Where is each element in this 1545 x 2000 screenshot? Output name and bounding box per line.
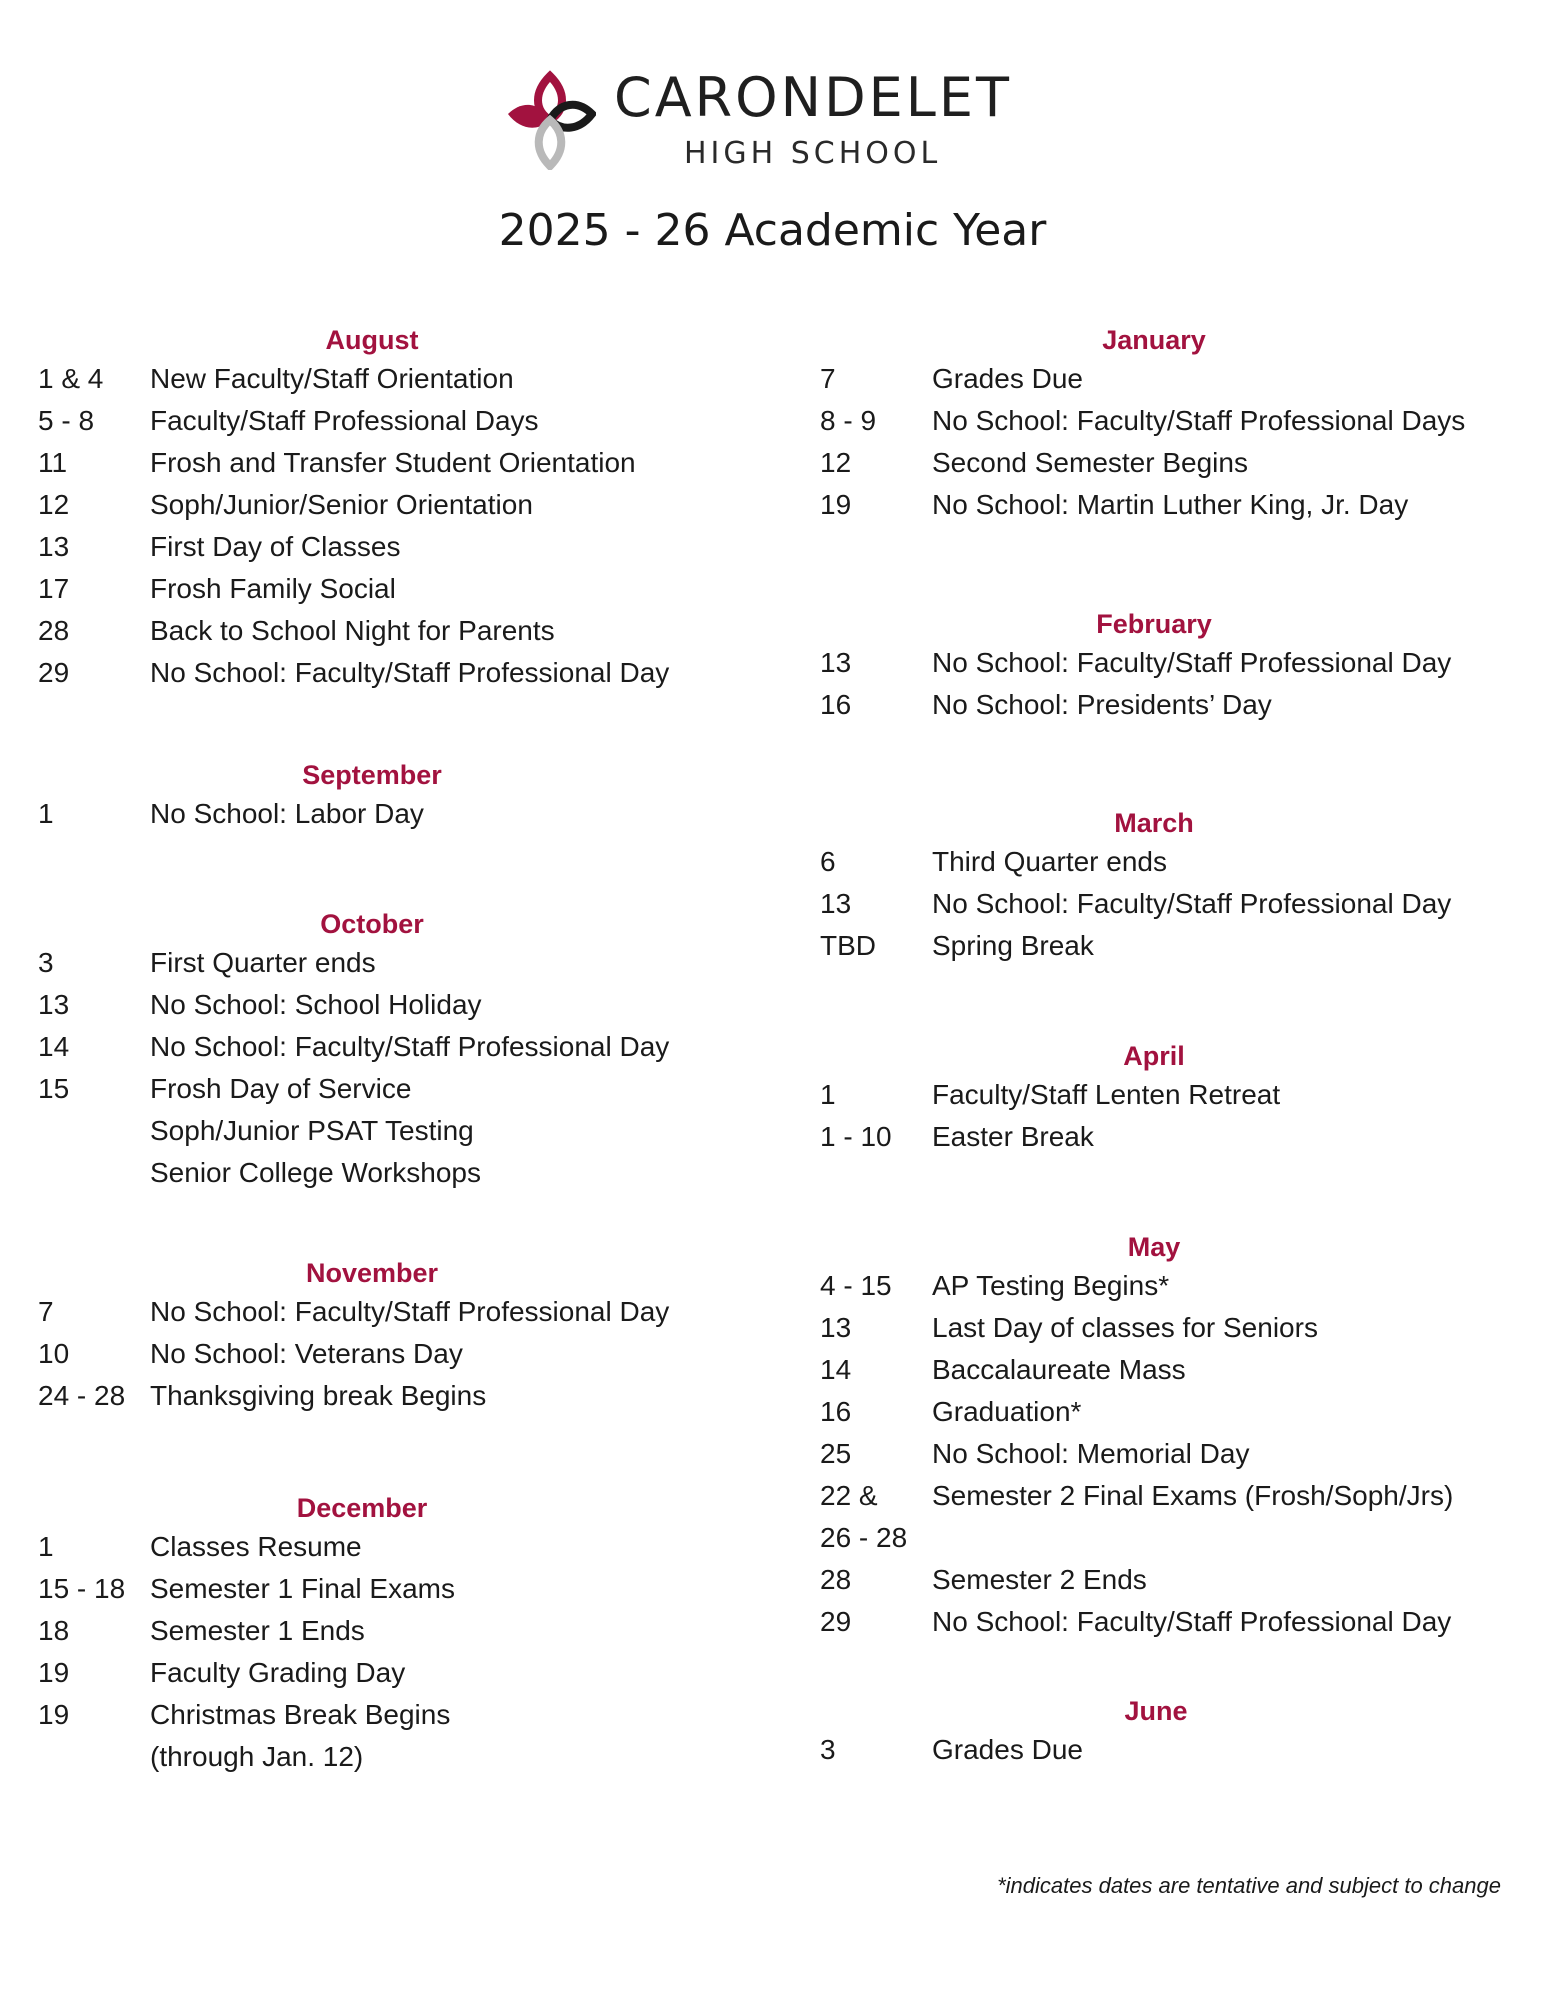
month-heading: August xyxy=(325,325,419,355)
event-date: 19 xyxy=(820,489,852,520)
month-heading: March xyxy=(1114,808,1194,838)
month-heading: December xyxy=(296,1493,428,1523)
event-date: 1 - 10 xyxy=(820,1121,892,1152)
event-text: Easter Break xyxy=(932,1121,1094,1152)
event-text: Second Semester Begins xyxy=(932,447,1248,478)
event-date: 3 xyxy=(38,947,54,978)
month-march xyxy=(820,805,1488,967)
event-row xyxy=(38,1152,706,1194)
event-text: Baccalaureate Mass xyxy=(932,1354,1186,1385)
event-row xyxy=(820,400,1488,442)
event-date: 25 xyxy=(820,1438,852,1469)
event-text: No School: Presidents’ Day xyxy=(932,689,1272,720)
event-text: No School: Martin Luther King, Jr. Day xyxy=(932,489,1409,520)
event-row xyxy=(38,568,706,610)
event-date: 26 - 28 xyxy=(820,1522,908,1553)
event-date: 8 - 9 xyxy=(820,405,877,436)
event-text: Semester 1 Ends xyxy=(150,1615,365,1646)
event-date: 13 xyxy=(38,531,70,562)
event-row xyxy=(820,1729,1492,1771)
event-date: TBD xyxy=(820,930,876,961)
event-row xyxy=(820,1601,1488,1643)
event-date: 5 - 8 xyxy=(38,405,95,436)
event-row xyxy=(820,883,1488,925)
event-date: 6 xyxy=(820,846,836,877)
event-date: 4 - 15 xyxy=(820,1270,892,1301)
month-august xyxy=(38,322,706,694)
event-row xyxy=(820,1074,1488,1116)
event-date: 7 xyxy=(38,1296,54,1327)
event-row xyxy=(38,610,706,652)
event-row xyxy=(820,1559,1488,1601)
event-row xyxy=(38,484,706,526)
event-date: 15 - 18 xyxy=(38,1573,126,1604)
event-text: No School: Faculty/Staff Professional Day xyxy=(932,888,1452,919)
event-date: 16 xyxy=(820,1396,852,1427)
page-title: 2025 - 26 Academic Year xyxy=(498,205,1047,256)
event-row xyxy=(820,925,1488,967)
event-row xyxy=(38,1568,686,1610)
event-row xyxy=(820,642,1488,684)
event-date: 29 xyxy=(38,657,70,688)
event-row xyxy=(38,442,706,484)
event-date: 19 xyxy=(38,1699,70,1730)
event-date: 13 xyxy=(38,989,70,1020)
event-row xyxy=(38,793,706,835)
event-text: Third Quarter ends xyxy=(932,846,1167,877)
event-date: 12 xyxy=(820,447,852,478)
event-row xyxy=(820,841,1488,883)
event-row xyxy=(38,1110,706,1152)
event-row xyxy=(38,1736,686,1778)
event-date: 1 & 4 xyxy=(38,363,104,394)
event-date: 19 xyxy=(38,1657,70,1688)
event-row xyxy=(38,1068,706,1110)
event-text: Faculty Grading Day xyxy=(150,1657,406,1688)
event-row xyxy=(820,1517,1488,1559)
event-row xyxy=(38,1026,706,1068)
event-text: First Quarter ends xyxy=(150,947,376,978)
event-date: 22 & xyxy=(820,1480,878,1511)
event-row xyxy=(38,942,706,984)
event-text: Semester 1 Final Exams xyxy=(150,1573,455,1604)
event-text: Semester 2 Final Exams (Frosh/Soph/Jrs) xyxy=(932,1480,1454,1511)
event-date: 13 xyxy=(820,647,852,678)
event-date xyxy=(38,1152,150,1194)
month-heading: May xyxy=(1127,1232,1181,1262)
month-november xyxy=(38,1255,706,1417)
event-text: No School: Faculty/Staff Professional Day xyxy=(932,1606,1452,1637)
event-date xyxy=(38,1110,150,1152)
event-row xyxy=(38,1610,686,1652)
month-heading: October xyxy=(320,909,424,939)
month-heading: February xyxy=(1096,609,1212,639)
event-row xyxy=(820,358,1488,400)
event-date: 3 xyxy=(820,1734,836,1765)
event-date: 14 xyxy=(38,1031,70,1062)
event-text: Spring Break xyxy=(932,930,1094,961)
event-date: 13 xyxy=(820,1312,852,1343)
event-row xyxy=(820,1391,1488,1433)
event-row xyxy=(820,442,1488,484)
month-heading: April xyxy=(1123,1041,1185,1071)
month-december xyxy=(38,1490,686,1778)
event-text: No School: Faculty/Staff Professional Day xyxy=(150,1031,670,1062)
event-row xyxy=(820,1349,1488,1391)
event-text: Back to School Night for Parents xyxy=(150,615,555,646)
month-may xyxy=(820,1229,1488,1643)
month-june xyxy=(820,1693,1492,1771)
event-text: Thanksgiving break Begins xyxy=(150,1380,487,1411)
event-text: Christmas Break Begins xyxy=(150,1699,451,1730)
event-date: 18 xyxy=(38,1615,70,1646)
event-row xyxy=(38,1526,686,1568)
event-text: Semester 2 Ends xyxy=(932,1564,1147,1595)
event-row xyxy=(38,358,706,400)
event-text: Grades Due xyxy=(932,1734,1083,1765)
event-text: No School: Memorial Day xyxy=(932,1438,1250,1469)
event-date: 13 xyxy=(820,888,852,919)
event-row xyxy=(38,1375,706,1417)
month-heading: June xyxy=(1124,1696,1188,1726)
event-text: Frosh and Transfer Student Orientation xyxy=(150,447,636,478)
month-february xyxy=(820,606,1488,726)
month-april xyxy=(820,1038,1488,1158)
month-january xyxy=(820,322,1488,526)
event-date: 15 xyxy=(38,1073,70,1104)
event-text: Faculty/Staff Lenten Retreat xyxy=(932,1079,1281,1110)
event-text: Soph/Junior PSAT Testing xyxy=(150,1115,474,1146)
month-heading: September xyxy=(302,760,442,790)
event-row xyxy=(38,400,706,442)
event-date xyxy=(38,1736,150,1778)
event-text: Soph/Junior/Senior Orientation xyxy=(150,489,533,520)
event-date: 12 xyxy=(38,489,70,520)
event-text: No School: Faculty/Staff Professional Day xyxy=(932,647,1452,678)
event-date: 1 xyxy=(820,1079,836,1110)
quatrefoil-logo-icon xyxy=(504,70,596,170)
event-date: 17 xyxy=(38,573,70,604)
event-text: Frosh Family Social xyxy=(150,573,396,604)
event-row xyxy=(820,1433,1488,1475)
event-date: 16 xyxy=(820,689,852,720)
event-text xyxy=(932,1517,1488,1559)
event-row xyxy=(38,652,706,694)
event-row xyxy=(38,1291,706,1333)
event-date: 1 xyxy=(38,1531,54,1562)
footnote: *indicates dates are tentative and subject to change xyxy=(997,1873,1501,1898)
event-row xyxy=(820,484,1488,526)
event-date: 10 xyxy=(38,1338,70,1369)
event-date: 14 xyxy=(820,1354,852,1385)
event-row xyxy=(820,684,1488,726)
month-heading: January xyxy=(1102,325,1206,355)
event-text: Faculty/Staff Professional Days xyxy=(150,405,539,436)
event-text: First Day of Classes xyxy=(150,531,401,562)
event-row xyxy=(38,1694,686,1736)
event-text: Graduation* xyxy=(932,1396,1082,1427)
event-row xyxy=(820,1307,1488,1349)
event-text: (through Jan. 12) xyxy=(150,1741,364,1772)
event-date: 11 xyxy=(38,447,68,478)
event-row xyxy=(820,1475,1488,1517)
event-text: No School: Labor Day xyxy=(150,798,424,829)
event-date: 1 xyxy=(38,798,54,829)
event-text: No School: Veterans Day xyxy=(150,1338,463,1369)
event-text: Frosh Day of Service xyxy=(150,1073,412,1104)
event-row xyxy=(820,1265,1488,1307)
event-row xyxy=(38,526,706,568)
event-text: Last Day of classes for Seniors xyxy=(932,1312,1318,1343)
event-text: No School: Faculty/Staff Professional Day xyxy=(150,657,670,688)
school-logo xyxy=(0,62,1545,172)
event-text: AP Testing Begins* xyxy=(932,1270,1170,1301)
event-text: No School: Faculty/Staff Professional Day xyxy=(150,1296,670,1327)
event-date: 28 xyxy=(38,615,70,646)
month-heading: November xyxy=(305,1258,439,1288)
event-row xyxy=(38,1333,706,1375)
event-text: Senior College Workshops xyxy=(150,1157,481,1188)
event-row xyxy=(38,1652,686,1694)
month-october xyxy=(38,906,706,1194)
logo-name: CARONDELET xyxy=(614,66,1012,129)
event-text: New Faculty/Staff Orientation xyxy=(150,363,514,394)
event-text: Classes Resume xyxy=(150,1531,362,1562)
event-row xyxy=(38,984,706,1026)
event-date: 7 xyxy=(820,363,836,394)
event-text: No School: School Holiday xyxy=(150,989,482,1020)
event-text: Grades Due xyxy=(932,363,1083,394)
event-text: No School: Faculty/Staff Professional Days xyxy=(932,405,1466,436)
event-date: 24 - 28 xyxy=(38,1380,126,1411)
month-september xyxy=(38,757,706,835)
logo-subtitle: HIGH SCHOOL xyxy=(684,136,942,171)
event-date: 28 xyxy=(820,1564,852,1595)
event-date: 29 xyxy=(820,1606,852,1637)
event-row xyxy=(820,1116,1488,1158)
